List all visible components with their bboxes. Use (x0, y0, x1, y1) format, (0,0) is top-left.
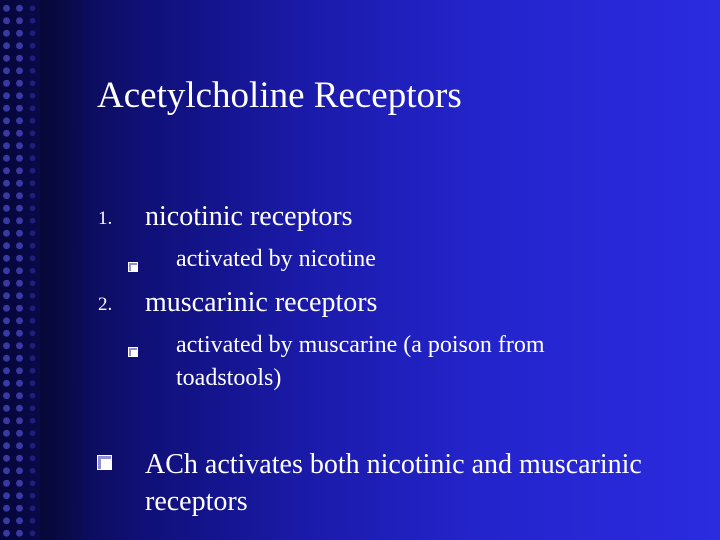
decorative-dot-pattern-faded (26, 0, 40, 540)
list-number-1: 1. (98, 208, 113, 229)
sub-item-activated-by-muscarine: activated by muscarine (a poison from toadstools) (176, 332, 545, 391)
square-bullet-icon (97, 455, 112, 470)
sub-item-activated-by-nicotine: activated by nicotine (176, 246, 376, 272)
decorative-dot-pattern (0, 0, 26, 540)
slide-title: Acetylcholine Receptors (97, 75, 462, 116)
list-item-muscarinic-receptors: muscarinic receptors (145, 287, 378, 318)
square-bullet-icon (128, 347, 138, 357)
bullet-ach-activates-both: ACh activates both nicotinic and muscarinic receptors (145, 449, 642, 517)
square-bullet-icon (128, 262, 138, 272)
list-number-2: 2. (98, 294, 113, 315)
decorative-dark-band (40, 0, 86, 540)
list-item-nicotinic-receptors: nicotinic receptors (145, 201, 353, 232)
